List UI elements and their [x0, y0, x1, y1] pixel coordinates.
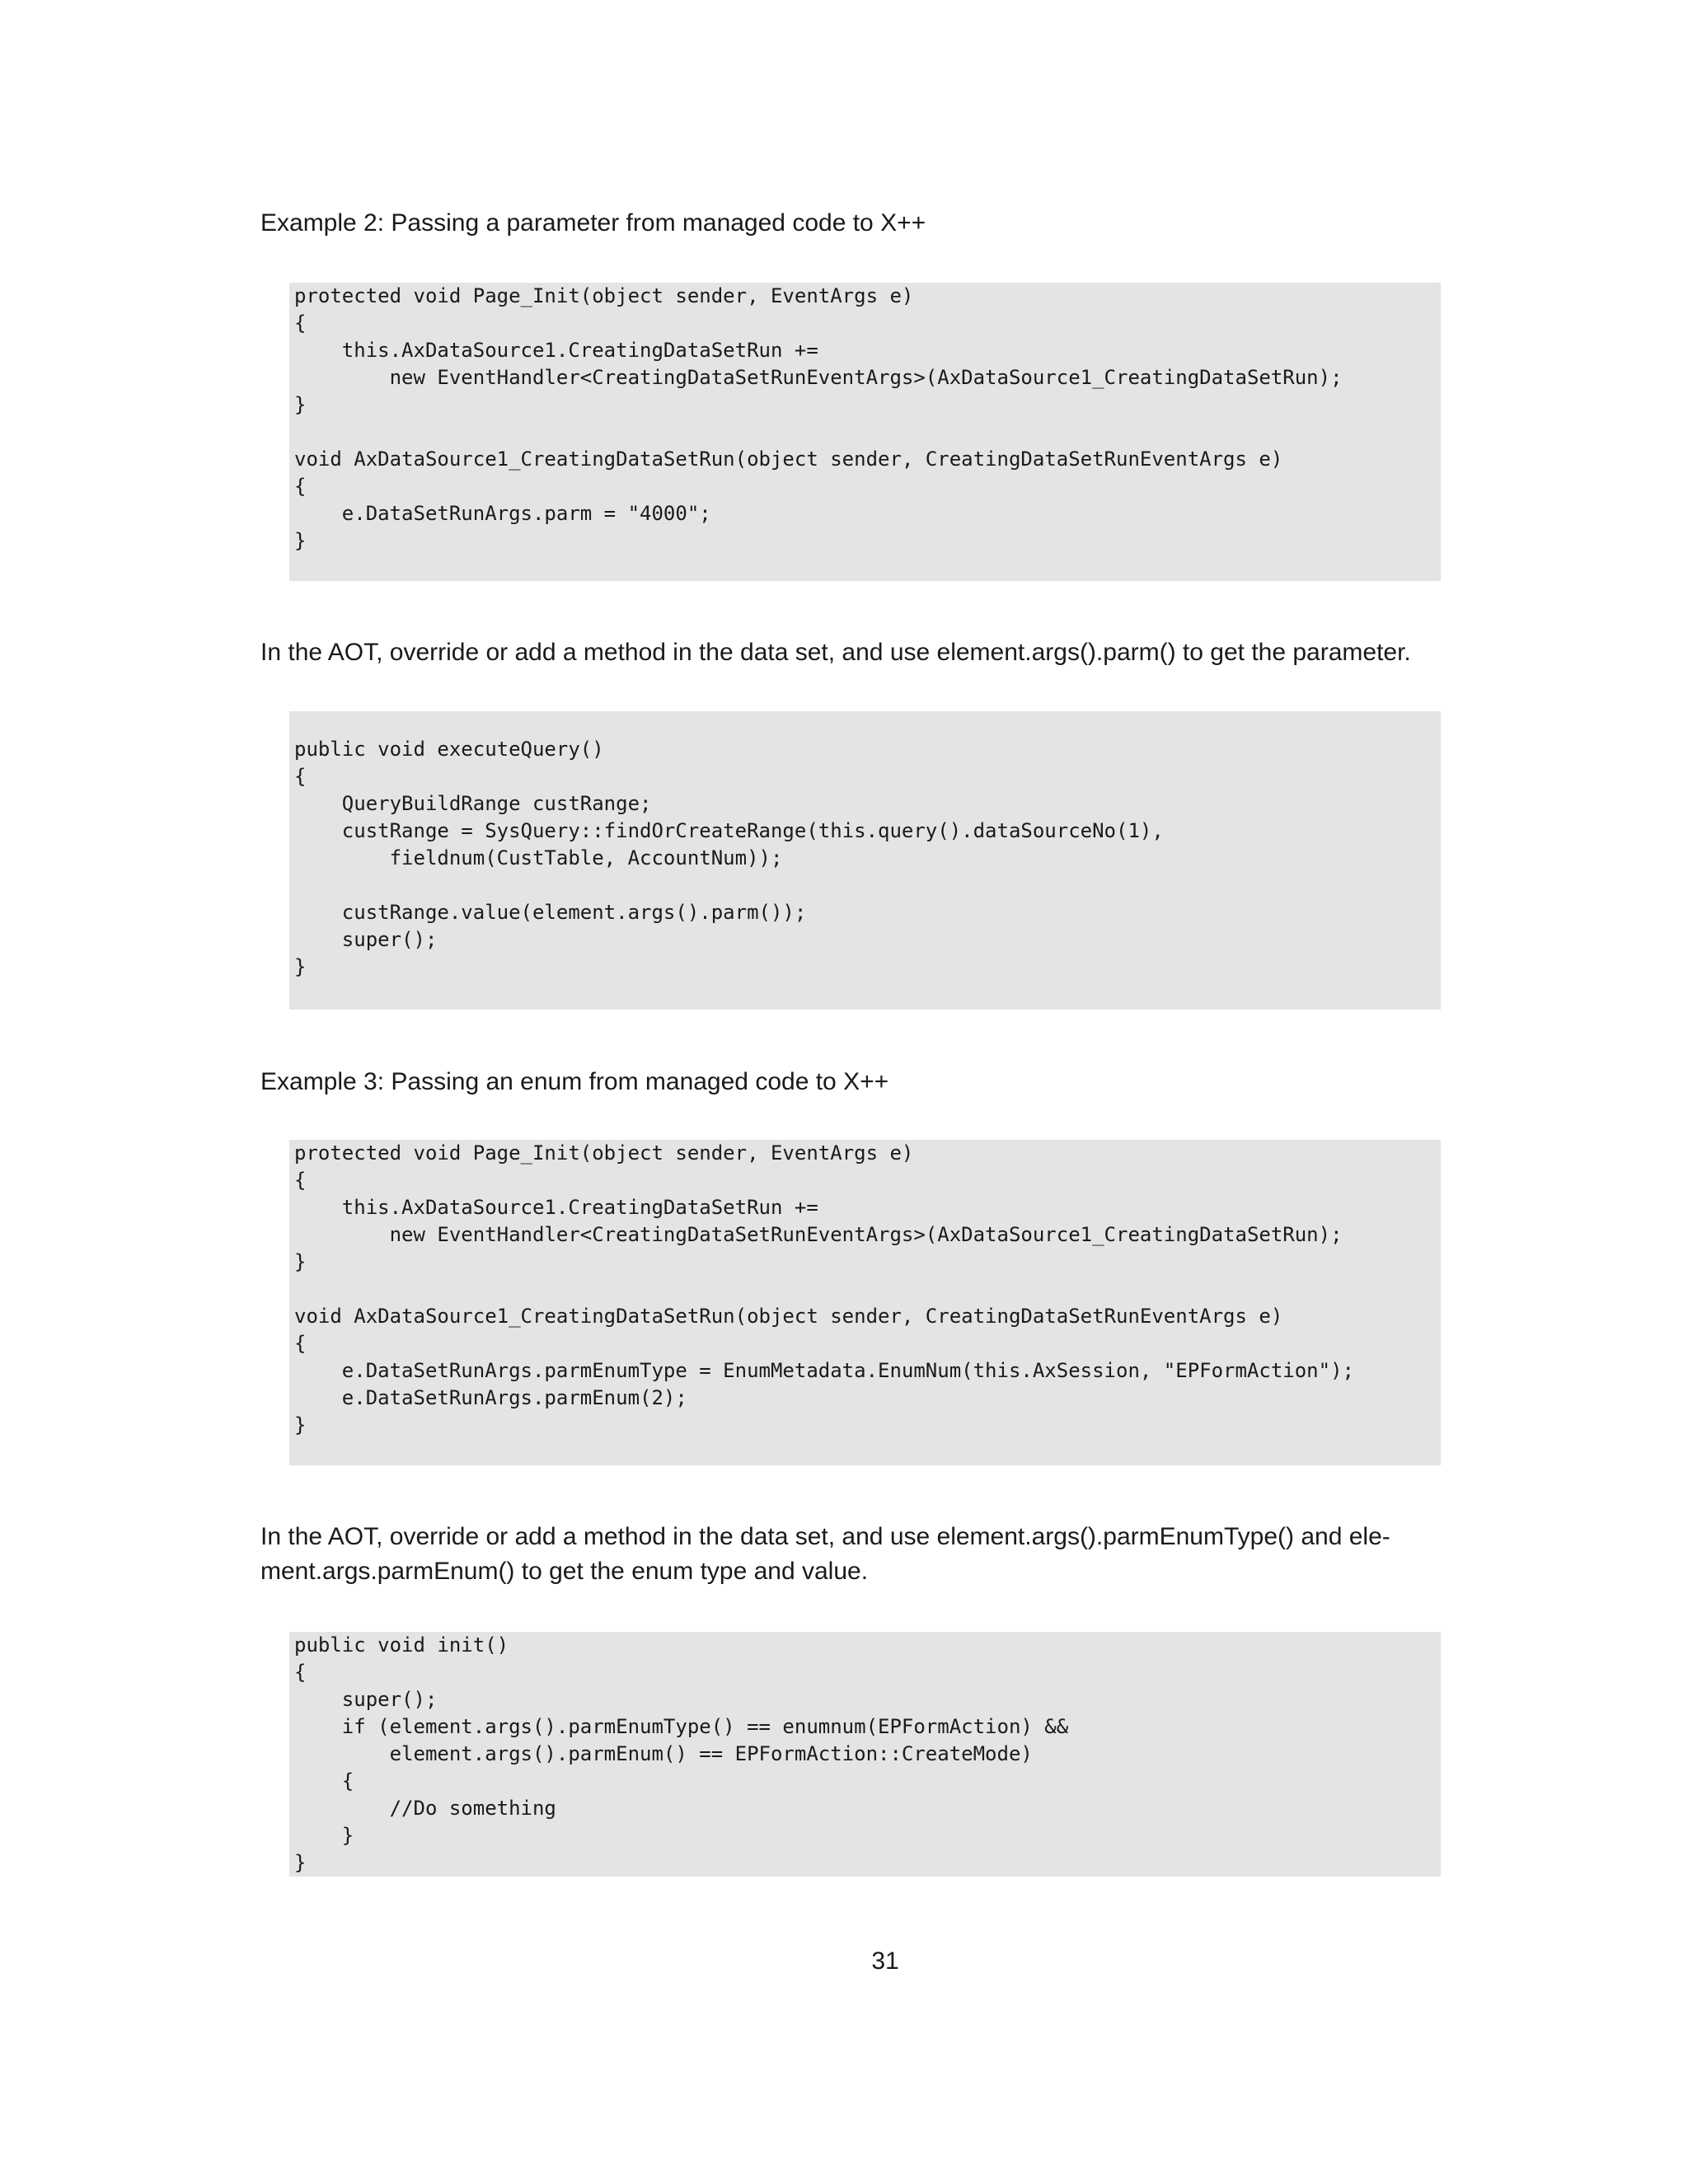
code-block-init: public void init() { super(); if (element.args().parmEnumType() == enumnum(EPFormAction) && element.args().parmEnum() == EPFormAction::CreateMode) { //Do something } }: [289, 1632, 1441, 1877]
code-block-execute-query: public void executeQuery() { QueryBuildRange custRange; custRange = SysQuery::findOrCreateRange(this.query().dataSourceNo(1), fieldnum(CustTable, AccountNum)); custRange.value(element.args().parm()); super(); }: [289, 711, 1441, 1010]
example-2-heading: Example 2: Passing a parameter from managed code to X++: [260, 209, 926, 237]
aot-instruction-parm: In the AOT, override or add a method in the data set, and use element.args().parm() to get the parameter.: [260, 639, 1411, 666]
page-number: 31: [871, 1947, 899, 1975]
example-3-heading: Example 3: Passing an enum from managed code to X++: [260, 1068, 889, 1095]
aot-instruction-enum-line-2: ment.args.parmEnum() to get the enum type and value.: [260, 1558, 869, 1585]
code-block-page-init-enum: protected void Page_Init(object sender, EventArgs e) { this.AxDataSource1.CreatingDataSetRun += new EventHandler<CreatingDataSetRunEventArgs>(AxDataSource1_CreatingDataSetRun); } void AxDataSource1_CreatingDataSetRun(object sender, CreatingDataSetRunEventArgs e) { e.DataSetRunArgs.parmEnumType = EnumMetadata.EnumNum(this.AxSession, "EPFormAction"); e.DataSetRunArgs.parmEnum(2); }: [289, 1140, 1441, 1465]
aot-instruction-enum-line-1: In the AOT, override or add a method in the data set, and use element.args().parmEnumType() and ele-: [260, 1523, 1390, 1550]
code-block-page-init-parm: protected void Page_Init(object sender, EventArgs e) { this.AxDataSource1.CreatingDataSetRun += new EventHandler<CreatingDataSetRunEventArgs>(AxDataSource1_CreatingDataSetRun); } void AxDataSource1_CreatingDataSetRun(object sender, CreatingDataSetRunEventArgs e) { e.DataSetRunArgs.parm = "4000"; }: [289, 283, 1441, 581]
